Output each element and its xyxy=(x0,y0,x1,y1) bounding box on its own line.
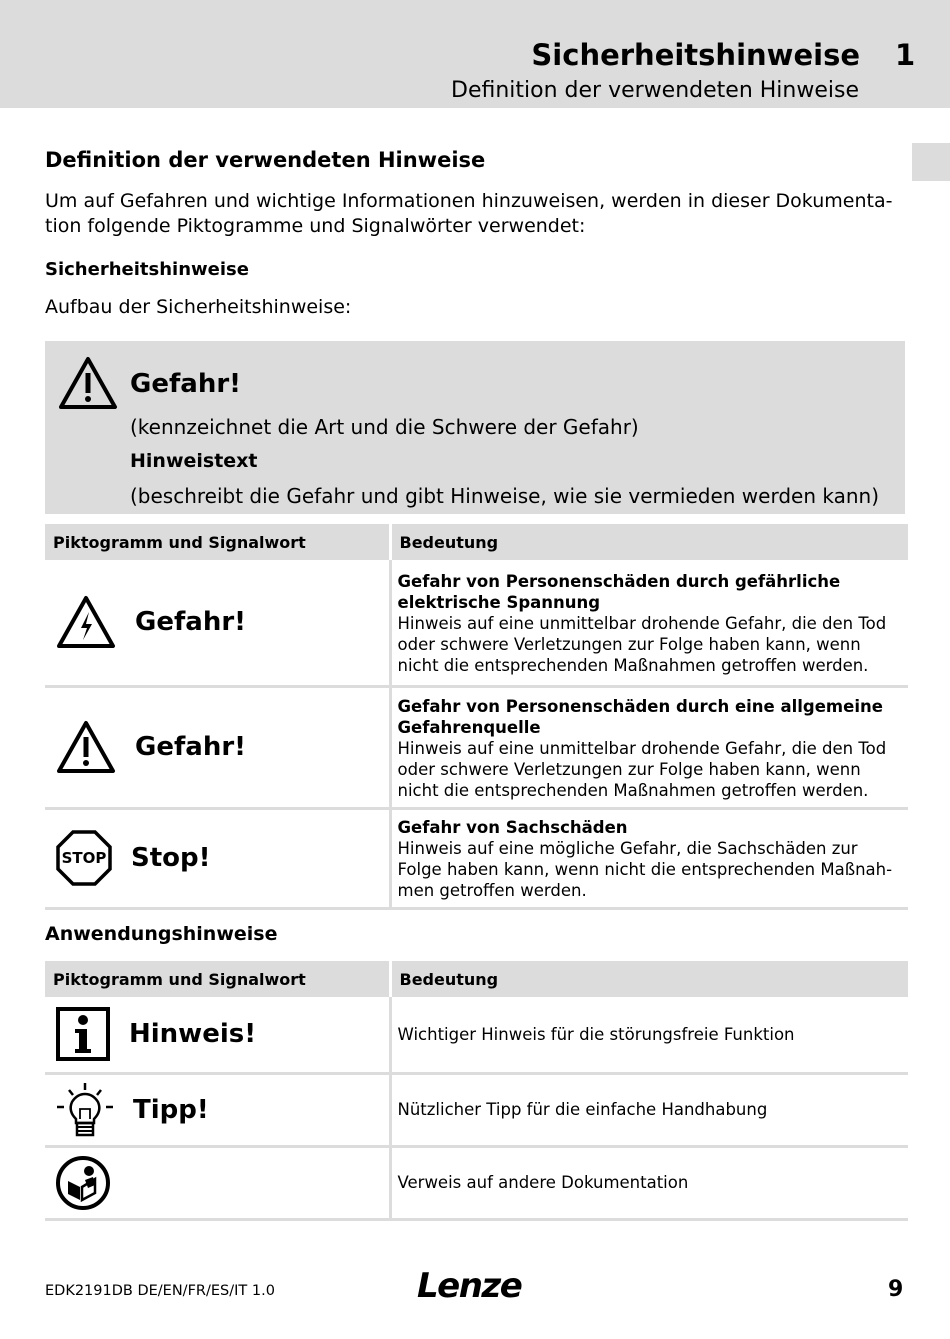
table-row xyxy=(45,1073,908,1146)
structure-label: Aufbau der Sicherheitshinweise: xyxy=(45,296,352,318)
signal-word: Gefahr! xyxy=(135,732,247,762)
column-header-meaning: Bedeutung xyxy=(390,961,908,997)
page-number: 9 xyxy=(888,1277,904,1302)
meaning-title: Gefahr von Personenschäden durch gefährliche elektrische Spannung xyxy=(397,571,841,612)
meaning-text: Hinweis auf eine mögliche Gefahr, die Sachschäden zur Folge haben kann, wenn nicht die entsprechenden Maßnahmen getroffen werden. xyxy=(397,839,893,900)
meaning-text: Hinweis auf eine unmittelbar drohende Gefahr, die den Tod oder schwere Verletzungen zur Folge haben kann, wenn nicht die entsprechenden Maßnahmen getroffen werden. xyxy=(397,613,887,675)
table-header-row xyxy=(45,524,908,560)
info-icon xyxy=(55,1006,111,1062)
meaning-cell xyxy=(392,690,909,805)
section-title: Definition der verwendeten Hinweise xyxy=(45,148,486,172)
table-row xyxy=(45,808,908,908)
table-row xyxy=(45,686,908,808)
safety-notice-table xyxy=(45,524,908,910)
example-line-1: (kennzeichnet die Art und die Schwere der Gefahr) xyxy=(130,415,639,439)
general-hazard-icon xyxy=(55,719,117,775)
example-line-3: (beschreibt die Gefahr und gibt Hinweise, wie sie vermieden werden kann) xyxy=(130,484,879,508)
table-row xyxy=(45,1146,908,1219)
example-notice-box xyxy=(45,341,905,514)
lenze-logo: Lenze xyxy=(417,1266,522,1306)
column-header-pictogram: Piktogramm und Signalwort xyxy=(45,524,390,560)
documentation-reference-icon xyxy=(55,1155,111,1211)
signal-word: Gefahr! xyxy=(135,607,247,638)
safety-heading: Sicherheitshinweise xyxy=(45,259,249,280)
signal-word: Hinweis! xyxy=(129,1019,257,1050)
stop-sign-label: STOP xyxy=(61,849,107,867)
meaning-cell xyxy=(392,565,909,680)
column-header-pictogram: Piktogramm und Signalwort xyxy=(45,961,390,997)
intro-line-2: tion folgende Piktogramme und Signalwörter verwendet: xyxy=(45,215,586,237)
meaning-text: Verweis auf andere Dokumentation xyxy=(397,1173,689,1192)
warning-triangle-icon xyxy=(57,355,119,411)
meaning-text: Hinweis auf eine unmittelbar drohende Gefahr, die den Tod oder schwere Verletzungen zur Folge haben kann, wenn nicht die entsprechenden Maßnahmen getroffen werden. xyxy=(397,738,887,800)
header-title: Sicherheitshinweise xyxy=(531,38,860,72)
signal-word: Tipp! xyxy=(133,1094,209,1125)
signal-word: Stop! xyxy=(131,843,211,873)
chapter-number: 1 xyxy=(895,38,916,72)
stop-sign-icon xyxy=(55,829,113,887)
chapter-side-tab xyxy=(912,143,950,181)
meaning-text: Nützlicher Tipp für die einfache Handhabung xyxy=(397,1100,768,1119)
header-subtitle: Definition der verwendeten Hinweise xyxy=(451,78,859,103)
meaning-text: Wichtiger Hinweis für die störungsfreie Funktion xyxy=(397,1024,795,1044)
document-id: EDK2191DB DE/EN/FR/ES/IT 1.0 xyxy=(45,1283,275,1299)
example-line-2: Hinweistext xyxy=(130,450,258,472)
intro-line-1: Um auf Gefahren und wichtige Informationen hinzuweisen, werden in dieser Dokumenta- xyxy=(45,190,893,212)
meaning-cell xyxy=(392,811,909,905)
table-row xyxy=(45,560,908,686)
example-signal: Gefahr! xyxy=(130,369,242,399)
column-header-meaning: Bedeutung xyxy=(390,524,908,560)
usage-notice-table xyxy=(45,961,908,1221)
electric-hazard-icon xyxy=(55,594,117,650)
lightbulb-icon xyxy=(55,1081,115,1139)
meaning-title: Gefahr von Personenschäden durch eine allgemeine Gefahrenquelle xyxy=(397,696,883,737)
meaning-title: Gefahr von Sachschäden xyxy=(397,818,628,837)
page-header xyxy=(0,0,950,108)
table-header-row xyxy=(45,961,908,997)
usage-heading: Anwendungshinweise xyxy=(45,923,278,945)
table-row xyxy=(45,997,908,1073)
